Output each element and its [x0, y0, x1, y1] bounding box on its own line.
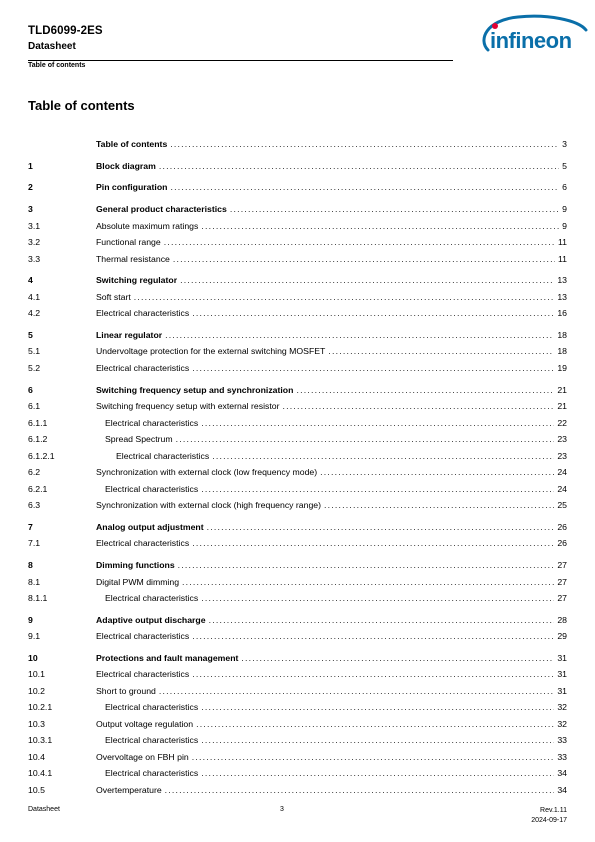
- toc-entry-title[interactable]: Overvoltage on FBH pin: [96, 751, 189, 762]
- toc-entry-number: 6.1.2: [28, 434, 48, 445]
- toc-dot-leader: [201, 481, 554, 498]
- toc-entry-line: [105, 481, 567, 498]
- toc-entry-title[interactable]: Electrical characteristics: [105, 593, 199, 603]
- toc-dot-leader: [176, 431, 555, 448]
- toc-entry-number: 7: [28, 521, 33, 532]
- toc-entry[interactable]: [28, 398, 567, 415]
- toc-entry[interactable]: [28, 590, 567, 607]
- toc-entry-title[interactable]: Switching regulator: [96, 275, 178, 286]
- footer-date: 2024-09-17: [531, 817, 567, 824]
- toc-entry-number: 3: [28, 204, 33, 215]
- toc-entry[interactable]: [28, 251, 567, 268]
- toc-entry-page: 19: [557, 362, 567, 373]
- toc-dot-leader: [165, 782, 555, 799]
- toc-entry-number: 1: [28, 160, 33, 171]
- toc-entry-title[interactable]: Output voltage regulation: [96, 718, 194, 729]
- toc-dot-leader: [173, 251, 555, 268]
- toc-entry-title[interactable]: Soft start: [96, 291, 131, 302]
- toc-entry-number: 6.2.1: [28, 483, 48, 494]
- toc-entry-page: 28: [557, 614, 567, 625]
- toc-dot-leader: [328, 343, 554, 360]
- document-subtitle: Datasheet: [28, 41, 76, 52]
- toc-entry-title[interactable]: Pin configuration: [96, 182, 168, 193]
- toc-entry-title[interactable]: Electrical characteristics: [96, 308, 190, 319]
- toc-entry-number: 5.1: [28, 346, 41, 357]
- section-label: Table of contents: [28, 62, 86, 69]
- toc-entry-line: [96, 398, 567, 415]
- toc-entry-number: 3.2: [28, 237, 41, 248]
- toc-entry-page: 31: [557, 652, 567, 663]
- toc-entry-title[interactable]: Switching frequency setup and synchronization: [96, 384, 294, 395]
- toc-entry-title[interactable]: Dimming functions: [96, 560, 175, 570]
- toc-entry-number: 8.1: [28, 576, 41, 587]
- toc-entry-page: 16: [557, 308, 567, 319]
- toc-entry-page: 27: [557, 593, 567, 603]
- toc-entry-number: 6: [28, 384, 33, 395]
- toc-entry-page: 21: [557, 401, 567, 412]
- toc-entry-line: [96, 497, 567, 514]
- toc-entry-title[interactable]: Electrical characteristics: [105, 702, 199, 713]
- toc-entry-line: [96, 158, 567, 175]
- toc-entry-number: 8.1.1: [28, 593, 48, 603]
- toc-entry-title[interactable]: Synchronization with external clock (low frequency mode): [96, 467, 318, 478]
- toc-entry-line: [96, 464, 567, 481]
- toc-entry[interactable]: [28, 683, 567, 700]
- toc-entry-line: [96, 343, 567, 360]
- toc-entry-line: [105, 590, 567, 607]
- toc-dot-leader: [209, 612, 555, 629]
- toc-entry-title[interactable]: Electrical characteristics: [105, 768, 199, 779]
- toc-entry-title[interactable]: Electrical characteristics: [105, 735, 199, 746]
- toc-entry[interactable]: [28, 448, 567, 465]
- toc-entry-line: [96, 650, 567, 667]
- toc-entry-number: 7.1: [28, 538, 41, 549]
- toc-entry-page: 22: [557, 417, 567, 428]
- page-heading: Table of contents: [28, 98, 135, 113]
- toc-entry-page: 27: [557, 560, 567, 570]
- document-title: TLD6099-2ES: [28, 25, 103, 37]
- toc-entry[interactable]: [28, 782, 567, 799]
- toc-entry-line: [96, 305, 567, 322]
- toc-entry[interactable]: [28, 431, 567, 448]
- toc-dot-leader: [192, 535, 554, 552]
- toc-entry-page: 11: [557, 237, 567, 248]
- header-divider: [28, 60, 453, 61]
- toc-dot-leader: [192, 305, 554, 322]
- toc-entry-page: 13: [557, 291, 567, 302]
- toc-entry-line: [96, 519, 567, 536]
- infineon-logo: [478, 12, 588, 60]
- toc-entry-number: 6.1: [28, 401, 41, 412]
- toc-entry-page: 9: [562, 204, 567, 215]
- toc-entry[interactable]: [28, 382, 567, 399]
- toc-entry-title[interactable]: Electrical characteristics: [96, 538, 190, 549]
- toc-entry-page: 32: [557, 702, 567, 713]
- toc-entry-title[interactable]: Electrical characteristics: [96, 631, 190, 642]
- toc-entry-number: 9.1: [28, 631, 41, 642]
- toc-entry[interactable]: [28, 574, 567, 591]
- toc-entry-title[interactable]: General product characteristics: [96, 204, 227, 215]
- toc-entry-page: 18: [557, 329, 567, 340]
- footer-revision: Rev.1.11: [540, 807, 567, 814]
- toc-entry[interactable]: [28, 557, 567, 574]
- toc-entry-page: 6: [562, 182, 567, 193]
- toc-entry-number: 10.4.1: [28, 768, 53, 779]
- toc-entry-line: [96, 574, 567, 591]
- toc-entry-line: [96, 666, 567, 683]
- toc-entry-number: 10.2.1: [28, 702, 53, 713]
- toc-entry-page: 34: [557, 768, 567, 779]
- toc-entry-number: 8: [28, 560, 33, 570]
- toc-dot-leader: [241, 650, 554, 667]
- toc-entry[interactable]: [28, 732, 567, 749]
- toc-dot-leader: [320, 464, 554, 481]
- toc-entry-number: 9: [28, 614, 33, 625]
- toc-entry-page: 24: [557, 483, 567, 494]
- toc-entry[interactable]: [28, 415, 567, 432]
- toc-entry-page: 9: [562, 220, 567, 231]
- toc-entry-number: 5: [28, 329, 33, 340]
- toc-entry-page: 31: [557, 669, 567, 680]
- toc-entry-page: 34: [557, 784, 567, 795]
- toc-entry[interactable]: [28, 699, 567, 716]
- toc-entry-page: 26: [557, 521, 567, 532]
- toc-entry-line: [116, 448, 567, 465]
- toc-entry-number: 3.3: [28, 253, 41, 264]
- toc-entry[interactable]: [28, 650, 567, 667]
- toc-entry-page: 33: [557, 751, 567, 762]
- toc-dot-leader: [296, 382, 554, 399]
- toc-entry-number: 10.2: [28, 685, 45, 696]
- toc-entry-page: 5: [562, 160, 567, 171]
- toc-entry[interactable]: [28, 136, 567, 153]
- toc-entry-title[interactable]: Synchronization with external clock (high frequency range): [96, 500, 322, 511]
- toc-entry-title[interactable]: Block diagram: [96, 160, 156, 171]
- toc-entry-number: 6.1.2.1: [28, 450, 55, 461]
- toc-dot-leader: [170, 136, 559, 153]
- toc-entry-title[interactable]: Electrical characteristics: [105, 417, 199, 428]
- toc-entry[interactable]: [28, 497, 567, 514]
- toc-entry-line: [96, 218, 567, 235]
- toc-dot-leader: [164, 234, 555, 251]
- toc-dot-leader: [201, 732, 554, 749]
- toc-dot-leader: [207, 519, 555, 536]
- toc-dot-leader: [134, 289, 555, 306]
- toc-entry-line: [96, 535, 567, 552]
- toc-entry[interactable]: [28, 289, 567, 306]
- toc-dot-leader: [201, 699, 554, 716]
- toc-entry-page: 23: [557, 450, 567, 461]
- toc-entry[interactable]: [28, 666, 567, 683]
- toc-entry-number: 2: [28, 182, 33, 193]
- toc-entry-line: [96, 327, 567, 344]
- toc-entry[interactable]: [28, 327, 567, 344]
- toc-entry[interactable]: [28, 628, 567, 645]
- toc-entry-line: [96, 716, 567, 733]
- toc-entry-title[interactable]: Short to ground: [96, 685, 156, 696]
- toc-dot-leader: [212, 448, 554, 465]
- toc-dot-leader: [165, 327, 554, 344]
- toc-entry-page: 31: [557, 685, 567, 696]
- toc-entry-line: [96, 251, 567, 268]
- toc-dot-leader: [192, 666, 554, 683]
- toc-entry[interactable]: [28, 765, 567, 782]
- toc-entry-title[interactable]: Switching frequency setup with external resistor: [96, 401, 280, 412]
- toc-entry-line: [96, 683, 567, 700]
- toc-entry-title[interactable]: Adaptive output discharge: [96, 614, 206, 625]
- toc-entry-title[interactable]: Digital PWM dimming: [96, 576, 180, 587]
- toc-dot-leader: [201, 590, 554, 607]
- table-of-contents: [28, 136, 567, 798]
- toc-dot-leader: [159, 683, 554, 700]
- toc-entry-number: 4: [28, 275, 33, 286]
- toc-entry-title[interactable]: Absolute maximum ratings: [96, 220, 199, 231]
- toc-dot-leader: [201, 218, 559, 235]
- footer-document-type: Datasheet: [28, 806, 60, 813]
- toc-dot-leader: [180, 272, 554, 289]
- toc-entry-number: 10.5: [28, 784, 45, 795]
- toc-entry-number: 3.1: [28, 220, 41, 231]
- toc-entry-page: 23: [557, 434, 567, 445]
- toc-entry[interactable]: [28, 481, 567, 498]
- toc-entry-page: 33: [557, 735, 567, 746]
- toc-entry[interactable]: [28, 218, 567, 235]
- toc-entry-title[interactable]: Protections and fault management: [96, 652, 239, 663]
- toc-entry-line: [105, 415, 567, 432]
- toc-entry[interactable]: [28, 464, 567, 481]
- toc-entry-title[interactable]: Electrical characteristics: [96, 362, 190, 373]
- toc-entry-page: 29: [557, 631, 567, 642]
- toc-dot-leader: [196, 716, 554, 733]
- toc-entry-line: [96, 782, 567, 799]
- toc-entry-page: 21: [557, 384, 567, 395]
- toc-entry-line: [96, 201, 567, 218]
- toc-entry-title[interactable]: Spread Spectrum: [105, 434, 173, 445]
- toc-entry-number: 10.4: [28, 751, 45, 762]
- toc-entry-title[interactable]: Undervoltage protection for the external switching MOSFET: [96, 346, 326, 357]
- toc-entry-title[interactable]: Overtemperature: [96, 784, 162, 795]
- toc-entry[interactable]: [28, 201, 567, 218]
- toc-dot-leader: [283, 398, 555, 415]
- toc-entry-line: [96, 272, 567, 289]
- toc-entry-number: 5.2: [28, 362, 41, 373]
- toc-entry[interactable]: [28, 234, 567, 251]
- toc-entry-page: 32: [557, 718, 567, 729]
- toc-entry-number: 6.2: [28, 467, 41, 478]
- toc-dot-leader: [182, 574, 554, 591]
- toc-dot-leader: [201, 765, 554, 782]
- toc-entry[interactable]: [28, 749, 567, 766]
- toc-entry-line: [96, 360, 567, 377]
- toc-entry-line: [96, 136, 567, 153]
- toc-entry[interactable]: [28, 343, 567, 360]
- toc-entry-page: 3: [562, 139, 567, 149]
- toc-entry-number: 10.1: [28, 669, 45, 680]
- toc-entry-page: 13: [557, 275, 567, 286]
- toc-entry-line: [105, 732, 567, 749]
- toc-entry[interactable]: [28, 272, 567, 289]
- toc-entry-title[interactable]: Analog output adjustment: [96, 521, 204, 532]
- toc-entry-page: 25: [557, 500, 567, 511]
- toc-entry-line: [96, 289, 567, 306]
- toc-entry-title[interactable]: Functional range: [96, 237, 161, 248]
- toc-entry-title[interactable]: Electrical characteristics: [96, 669, 190, 680]
- toc-entry-page: 24: [557, 467, 567, 478]
- toc-entry-number: 10.3.1: [28, 735, 53, 746]
- toc-entry-line: [105, 765, 567, 782]
- toc-entry-number: 6.1.1: [28, 417, 48, 428]
- toc-entry-line: [105, 699, 567, 716]
- toc-entry-title[interactable]: Thermal resistance: [96, 253, 170, 264]
- toc-entry[interactable]: [28, 519, 567, 536]
- toc-entry-title[interactable]: Linear regulator: [96, 329, 163, 340]
- toc-dot-leader: [159, 158, 559, 175]
- toc-dot-leader: [178, 557, 555, 574]
- toc-entry[interactable]: [28, 360, 567, 377]
- toc-entry[interactable]: [28, 612, 567, 629]
- toc-entry-line: [105, 431, 567, 448]
- toc-dot-leader: [201, 415, 554, 432]
- svg-text:infineon: infineon: [490, 28, 572, 53]
- toc-entry-page: 26: [557, 538, 567, 549]
- toc-entry-number: 6.3: [28, 500, 41, 511]
- toc-entry-line: [96, 749, 567, 766]
- toc-entry-line: [96, 612, 567, 629]
- toc-entry[interactable]: [28, 305, 567, 322]
- toc-entry-page: 27: [557, 576, 567, 587]
- toc-dot-leader: [192, 360, 554, 377]
- toc-entry-number: 10.3: [28, 718, 45, 729]
- toc-entry-line: [96, 382, 567, 399]
- toc-entry[interactable]: [28, 535, 567, 552]
- toc-entry-page: 11: [557, 253, 567, 264]
- toc-dot-leader: [192, 628, 554, 645]
- toc-entry-number: 4.1: [28, 291, 41, 302]
- toc-dot-leader: [170, 179, 559, 196]
- toc-entry-title[interactable]: Electrical characteristics: [105, 483, 199, 494]
- toc-entry[interactable]: [28, 158, 567, 175]
- toc-entry-line: [96, 234, 567, 251]
- toc-entry-line: [96, 628, 567, 645]
- toc-dot-leader: [192, 749, 555, 766]
- toc-entry-number: 10: [28, 652, 38, 663]
- toc-entry-title[interactable]: Electrical characteristics: [116, 450, 210, 461]
- toc-entry-title[interactable]: Table of contents: [96, 139, 168, 149]
- footer-revision-block: [531, 806, 567, 826]
- toc-dot-leader: [324, 497, 554, 514]
- toc-entry[interactable]: [28, 716, 567, 733]
- toc-entry-line: [96, 557, 567, 574]
- toc-entry-number: 4.2: [28, 308, 41, 319]
- toc-entry-line: [96, 179, 567, 196]
- toc-entry[interactable]: [28, 179, 567, 196]
- footer-page-number: 3: [280, 806, 284, 813]
- toc-entry-page: 18: [557, 346, 567, 357]
- toc-dot-leader: [230, 201, 559, 218]
